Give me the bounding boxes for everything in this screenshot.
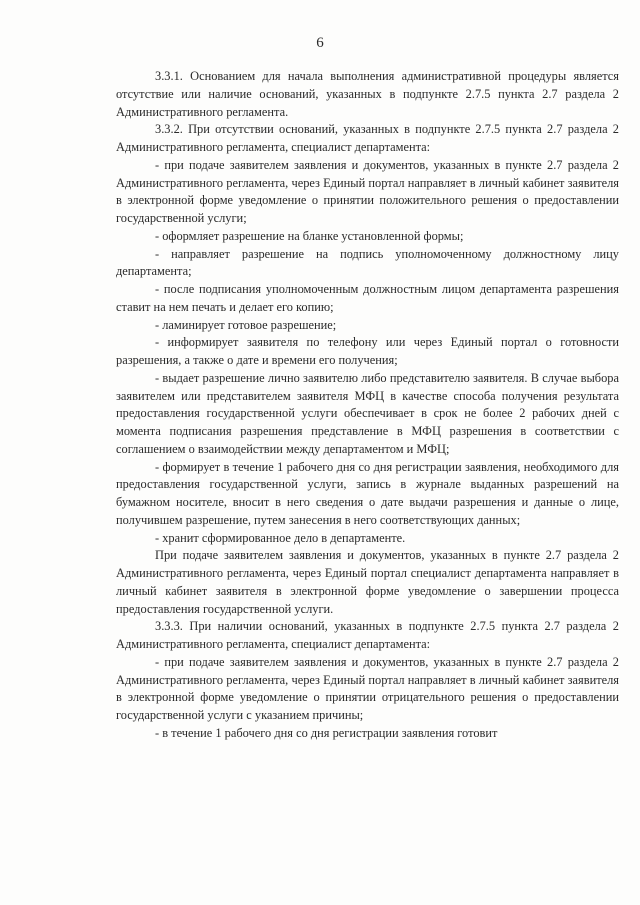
paragraph-3-3-3: 3.3.3. При наличии оснований, указанных в подпункте 2.7.5 пункта 2.7 раздела 2 Административного регламента, специалист департамента: (116, 619, 619, 651)
list-item-send-for-signature: - направляет разрешение на подпись уполномоченному должностному лицу департамента; (116, 246, 619, 279)
paragraph-completion-notice: При подаче заявителем заявления и документов, указанных в пункте 2.7 раздела 2 Административного регламента, через Единый портал специалист департамента направляет в личный кабинет заявителя в электронной форме уведомление о завершении процесса предоставления государственной услуги. (116, 548, 619, 616)
list-item-inform-applicant: - информирует заявителя по телефону или через Единый портал о готовности разрешения, а также о дате и времени его получения; (116, 335, 619, 367)
document-body (116, 68, 619, 743)
list-item-journal-record: - формирует в течение 1 рабочего дня со дня регистрации заявления, необходимого для предоставления государственной услуги, запись в журнале выданных разрешений на бумажном носителе, вносит в него сведения о дате выдачи разрешения и данные о лице, получившем разрешение, путем занесения в него соответствующих данных; (116, 459, 619, 527)
paragraph-3-3-1: 3.3.1. Основанием для начала выполнения административной процедуры является отсутствие или наличие оснований, указанных в подпункте 2.7.5 пункта 2.7 раздела 2 Административного регламента. (116, 69, 619, 119)
list-item-prepare-within-day: - в течение 1 рабочего дня со дня регистрации заявления готовит (155, 725, 498, 740)
list-item-stamp-and-copy: - после подписания уполномоченным должностным лицом департамента разрешения ставит на нем печать и делает его копию; (116, 282, 619, 314)
list-item-issue-permit-form: - оформляет разрешение на бланке установленной формы; (155, 228, 464, 243)
list-item-store-case: - хранит сформированное дело в департаменте. (155, 530, 406, 545)
page-number: 6 (316, 35, 324, 51)
paragraph-3-3-2: 3.3.2. При отсутствии оснований, указанных в подпункте 2.7.5 пункта 2.7 раздела 2 Административного регламента, специалист департамента: (116, 122, 619, 154)
list-item-hand-over-permit: - выдает разрешение лично заявителю либо представителю заявителя. В случае выбора заявителем или представителем заявителя МФЦ в качестве способа получения результата предоставления государственной услуги обеспечивает в срок не более 2 рабочих дней с момента подписания разрешения представление в МФЦ разрешения в соответствии с соглашением о взаимодействии между департаментом и МФЦ; (116, 370, 619, 456)
list-item-laminate: - ламинирует готовое разрешение; (155, 317, 337, 332)
list-item-notify-negative: - при подаче заявителем заявления и документов, указанных в пункте 2.7 раздела 2 Административного регламента, через Единый портал направляет в личный кабинет заявителя в электронной форме уведомление о принятии отрицательного решения о предоставлении государственной услуги с указанием причины; (116, 654, 619, 722)
list-item-notify-positive: - при подаче заявителем заявления и документов, указанных в пункте 2.7 раздела 2 Административного регламента, через Единый портал направляет в личный кабинет заявителя в электронной форме уведомление о принятии положительного решения о предоставлении государственной услуги; (116, 157, 619, 225)
